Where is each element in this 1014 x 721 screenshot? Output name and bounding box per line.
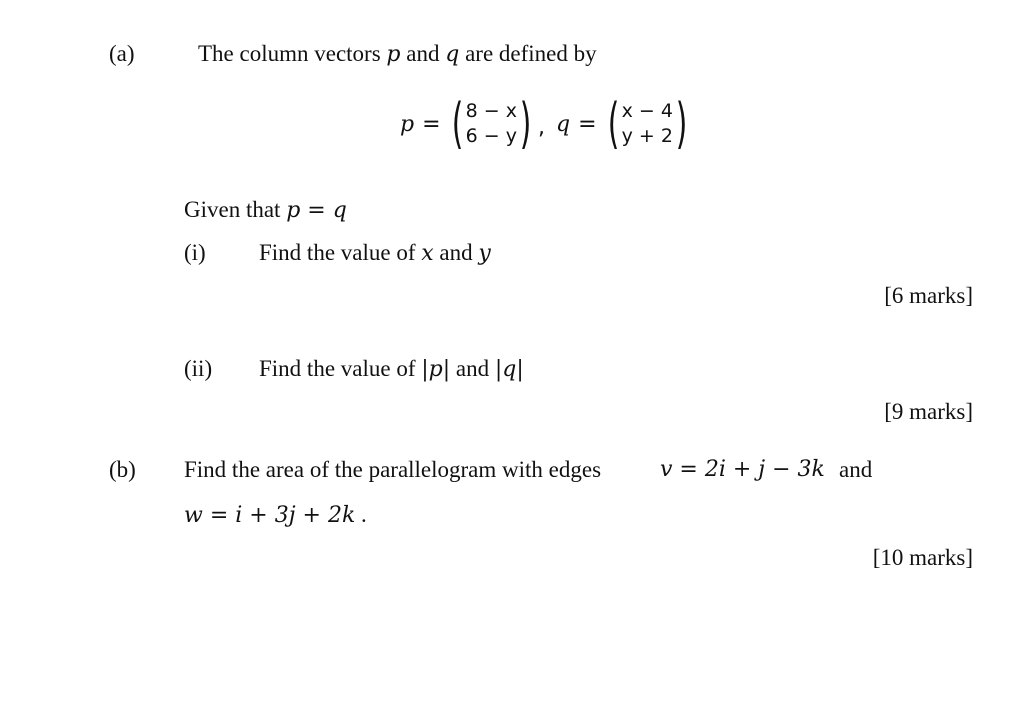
sub-ii-abs-p: |p|	[421, 357, 451, 382]
vector-p-definition	[400, 92, 546, 155]
sub-ii-abs-q: |q|	[494, 357, 524, 382]
vector-p-bottom: 6 − y	[465, 125, 517, 147]
part-b-line-2	[184, 501, 367, 530]
given-expr: p = q	[286, 198, 347, 223]
sub-ii-and: and	[455, 356, 490, 381]
intro-text: The column vectors	[198, 41, 381, 66]
given-line	[184, 196, 347, 225]
part-b-text: Find the area of the parallelogram with edges	[184, 457, 602, 482]
sub-ii-marks: [9 marks]	[884, 399, 973, 424]
sub-i-text: Find the value of	[259, 240, 416, 265]
vector-q-equals: =	[578, 111, 597, 137]
given-text: Given that	[184, 197, 281, 222]
right-paren-icon: )	[675, 92, 688, 155]
part-b-label: (b)	[109, 457, 136, 482]
vector-q-column	[622, 99, 673, 149]
sub-ii-label: (ii)	[184, 356, 213, 381]
vector-q-top: x − 4	[621, 100, 673, 122]
left-paren-icon: (	[451, 92, 463, 155]
sub-i-var-x: x	[421, 241, 434, 266]
vector-separator: ,	[538, 115, 546, 140]
part-b-end: .	[361, 502, 367, 527]
intro-var-p: p	[386, 42, 401, 67]
intro-var-q: q	[445, 42, 460, 67]
part-b-expr-v: v = 2i + j − 3k	[660, 457, 825, 482]
part-b-and: and	[839, 457, 873, 482]
vector-p-name: p	[400, 111, 415, 137]
sub-ii-text: Find the value of	[259, 356, 416, 381]
left-paren-icon: (	[607, 92, 619, 155]
sub-i-and: and	[439, 240, 473, 265]
vector-p-equals: =	[422, 111, 441, 137]
vector-q-bottom: y + 2	[621, 125, 673, 147]
intro-and: and	[406, 41, 440, 66]
part-a-label: (a)	[109, 41, 135, 66]
sub-i-label: (i)	[184, 240, 206, 265]
intro-end: are defined by	[465, 41, 597, 66]
part-b-expr-w: w = i + 3j + 2k	[184, 503, 356, 528]
part-a-intro	[198, 40, 597, 69]
vector-p-top: 8 − x	[465, 100, 517, 122]
vector-p-column	[466, 99, 517, 149]
sub-i-var-y: y	[478, 241, 491, 266]
vector-q-name: q	[556, 111, 571, 137]
vector-q-definition	[556, 92, 692, 155]
sub-i-marks: [6 marks]	[884, 283, 973, 308]
sub-i-question	[259, 239, 491, 268]
sub-ii-question	[259, 355, 524, 384]
part-b-marks: [10 marks]	[872, 545, 973, 570]
right-paren-icon: )	[519, 92, 532, 155]
